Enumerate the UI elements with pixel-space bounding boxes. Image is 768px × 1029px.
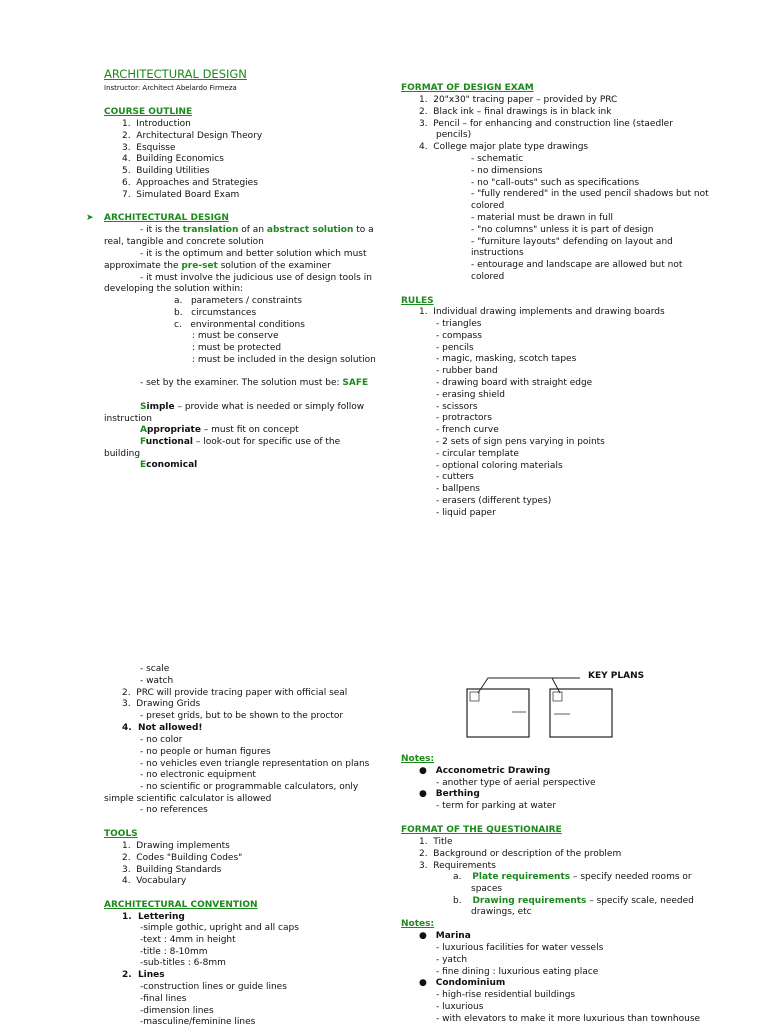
not-allowed-item: simple scientific calculator is allowed <box>104 794 272 804</box>
rules-list <box>436 319 605 520</box>
bullet-sub: - term for parking at water <box>436 801 557 811</box>
list-item: 3. Building Standards <box>122 864 222 875</box>
list-item: - erasers (different types) <box>436 495 552 506</box>
list-item: - "fully rendered" in the used pencil shadows but not <box>471 189 709 200</box>
list-item: -simple gothic, upright and all caps <box>140 923 299 933</box>
list-item: c. environmental conditions <box>174 319 305 330</box>
key-plan-marker <box>553 692 562 701</box>
list-item: instructions <box>471 248 524 259</box>
list-item: - rubber band <box>436 366 498 377</box>
economical-line: Economical <box>140 460 198 470</box>
plate-list <box>471 154 709 284</box>
rules-heading: RULES <box>401 296 434 306</box>
notes-heading: Notes: <box>401 754 435 764</box>
definition-line: - it must involve the judicious use of design tools in <box>140 273 372 283</box>
list-item: - triangles <box>436 319 482 329</box>
list-item: - compass <box>436 330 482 341</box>
list-item: 5. Building Utilities <box>122 166 210 177</box>
list-item: 3. Pencil – for enhancing and construction line (staedler <box>419 118 673 129</box>
list-item: - optional coloring materials <box>436 460 563 471</box>
list-item: - schematic <box>471 154 524 164</box>
list-item: - watch <box>140 675 174 686</box>
tools-list <box>122 841 242 888</box>
convention-item: 2. Lines <box>122 970 165 980</box>
list-item: 3. Esquisse <box>122 142 176 153</box>
format-exam-list <box>419 95 673 154</box>
list-item: 6. Approaches and Strategies <box>122 177 258 188</box>
list-item: 3. Requirements <box>419 860 496 871</box>
list-item: 1. 20"x30" tracing paper – provided by PRC <box>419 95 618 105</box>
list-item: 7. Simulated Board Exam <box>122 189 240 200</box>
not-allowed-item: - no references <box>140 805 208 815</box>
bullet-dot-icon: ● <box>419 789 427 799</box>
list-item: - erasing shield <box>436 389 505 400</box>
bullet-item: ● Condominium <box>419 978 506 988</box>
list-item: - no color <box>140 735 183 745</box>
not-allowed-list <box>140 735 369 794</box>
bullet-sub: - another type of aerial perspective <box>436 778 596 788</box>
list-item: - luxurious <box>436 1001 484 1012</box>
list-item: - luxurious facilities for water vessels <box>436 943 604 953</box>
format-q-list <box>419 837 621 872</box>
tools-heading: TOOLS <box>104 829 138 839</box>
list-item: b. circumstances <box>174 307 257 318</box>
list-item: - scissors <box>436 401 478 412</box>
list-item: -masculine/feminine lines <box>140 1017 256 1028</box>
list-item: -sub-titles : 6-8mm <box>140 958 226 969</box>
list-item: - no "call-outs" such as specifications <box>471 177 640 188</box>
leader-line <box>552 678 560 693</box>
list-item: 2. Background or description of the problem <box>419 848 622 859</box>
functional-line: building <box>104 449 141 459</box>
marina-list <box>436 943 603 978</box>
lines-list <box>140 982 287 1029</box>
list-item: 2. Architectural Design Theory <box>122 130 263 141</box>
list-item: 2. Black ink – final drawings is in black ink <box>419 106 612 117</box>
simple-line: Simple – provide what is needed or simply follow <box>140 402 365 412</box>
env-list <box>192 331 376 366</box>
requirement-item: a. Plate requirements – specify needed rooms or <box>453 872 692 882</box>
instructor-line: Instructor: Architect Abelardo Firmeza <box>104 84 237 92</box>
definition-line: approximate the pre-set solution of the examiner <box>104 261 331 271</box>
course-outline-list <box>122 119 262 202</box>
list-item: -title : 8-10mm <box>140 946 208 957</box>
list-item: - yatch <box>436 954 468 965</box>
simple-line: instruction <box>104 414 153 424</box>
rules-item: 3. Drawing Grids <box>122 699 201 709</box>
bullet-item: ● Acconometric Drawing <box>419 766 551 776</box>
list-item: - french curve <box>436 425 499 436</box>
list-item: 1. Drawing implements <box>122 841 230 851</box>
list-item: - magic, masking, scotch tapes <box>436 354 577 365</box>
list-item: - cutters <box>436 472 474 483</box>
list-item: 1. Title <box>419 837 453 847</box>
list-item: - entourage and landscape are allowed but not <box>471 260 683 271</box>
format-exam-heading: FORMAT OF DESIGN EXAM <box>401 83 534 93</box>
condominium-list <box>436 990 700 1025</box>
list-item: - "no columns" unless it is part of design <box>471 224 654 235</box>
definition-line: developing the solution within: <box>104 284 244 294</box>
list-item: 4. Vocabulary <box>122 876 187 887</box>
bullet-item: ● Berthing <box>419 789 480 799</box>
list-item: - liquid paper <box>436 507 496 518</box>
rules-item: 2. PRC will provide tracing paper with official seal <box>122 688 348 698</box>
sub-list <box>174 296 305 331</box>
rules-item: 4. Not allowed! <box>122 723 203 733</box>
key-plans-label: KEY PLANS <box>588 671 645 681</box>
list-item: - scale <box>140 664 170 674</box>
bullet-dot-icon: ● <box>419 978 427 988</box>
bullet-dot-icon: ● <box>419 931 427 941</box>
convention-item: 1. Lettering <box>122 912 185 922</box>
list-item: 4. Building Economics <box>122 154 224 165</box>
list-item: - circular template <box>436 448 519 459</box>
list-item: a. parameters / constraints <box>174 296 302 306</box>
list-item: : must be protected <box>192 342 282 353</box>
course-outline-heading: COURSE OUTLINE <box>104 107 193 117</box>
list-item: - protractors <box>436 413 492 424</box>
list-item: 2. Codes "Building Codes" <box>122 852 243 863</box>
requirement-item: spaces <box>471 884 503 894</box>
definition-line: - it is the translation of an abstract solution to a <box>140 225 374 235</box>
list-item: pencils) <box>436 130 472 141</box>
list-item: - no dimensions <box>471 165 543 176</box>
list-item: - drawing board with straight edge <box>436 377 593 388</box>
list-item: : must be conserve <box>192 331 279 341</box>
list-item: 1. Introduction <box>122 119 191 129</box>
list-item: - fine dining : luxurious eating place <box>436 966 599 977</box>
list-item: - no scientific or programmable calculators, only <box>140 782 359 793</box>
list-item: - ballpens <box>436 484 480 495</box>
list-item: -text : 4mm in height <box>140 934 236 945</box>
format-questionaire-heading: FORMAT OF THE QUESTIONAIRE <box>401 825 562 835</box>
notes-heading: Notes: <box>401 919 435 929</box>
definition-line: - it is the optimum and better solution which must <box>140 249 367 259</box>
key-plan-box <box>550 689 612 737</box>
document-title: ARCHITECTURAL DESIGN <box>104 67 247 81</box>
requirement-item: b. Drawing requirements – specify scale, needed <box>453 896 694 906</box>
definition-line: real, tangible and concrete solution <box>104 237 264 247</box>
list-item: 4. College major plate type drawings <box>419 142 589 153</box>
arch-convention-heading: ARCHITECTURAL CONVENTION <box>104 900 258 910</box>
list-item: - no people or human figures <box>140 746 271 757</box>
arrow-bullet-icon: ➤ <box>86 213 94 223</box>
list-item: - "furniture layouts" defending on layout and <box>471 236 673 247</box>
appropriate-line: Appropriate – must fit on concept <box>140 425 299 435</box>
list-item: - 2 sets of sign pens varying in points <box>436 436 605 447</box>
safe-line: - set by the examiner. The solution must be: SAFE <box>140 378 369 388</box>
key-plan-box <box>467 689 529 737</box>
list-item: colored <box>471 201 505 212</box>
requirement-item: drawings, etc <box>471 907 532 917</box>
functional-line: Functional – look-out for specific use of the <box>140 437 341 447</box>
rules-sub: - preset grids, but to be shown to the proctor <box>140 711 344 721</box>
list-item: - no vehicles even triangle representation on plans <box>140 758 370 769</box>
bullet-dot-icon: ● <box>419 766 427 776</box>
list-item: - no electronic equipment <box>140 770 256 781</box>
list-item: - material must be drawn in full <box>471 212 613 223</box>
list-item: - high-rise residential buildings <box>436 990 576 1000</box>
bullet-item: ● Marina <box>419 931 471 941</box>
list-item: -final lines <box>140 993 187 1004</box>
lettering-list <box>140 923 299 970</box>
list-item: -dimension lines <box>140 1005 214 1016</box>
list-item: - with elevators to make it more luxurious than townhouse <box>436 1013 701 1024</box>
rules-item: 1. Individual drawing implements and drawing boards <box>419 307 665 317</box>
key-plans-diagram <box>460 664 660 744</box>
list-item: -construction lines or guide lines <box>140 982 287 992</box>
arch-design-heading: ARCHITECTURAL DESIGN <box>104 213 229 223</box>
list-item: colored <box>471 271 505 282</box>
key-plan-marker <box>470 692 479 701</box>
list-item: - pencils <box>436 342 474 353</box>
rules-cont-list <box>140 664 173 688</box>
list-item: : must be included in the design solution <box>192 354 376 365</box>
